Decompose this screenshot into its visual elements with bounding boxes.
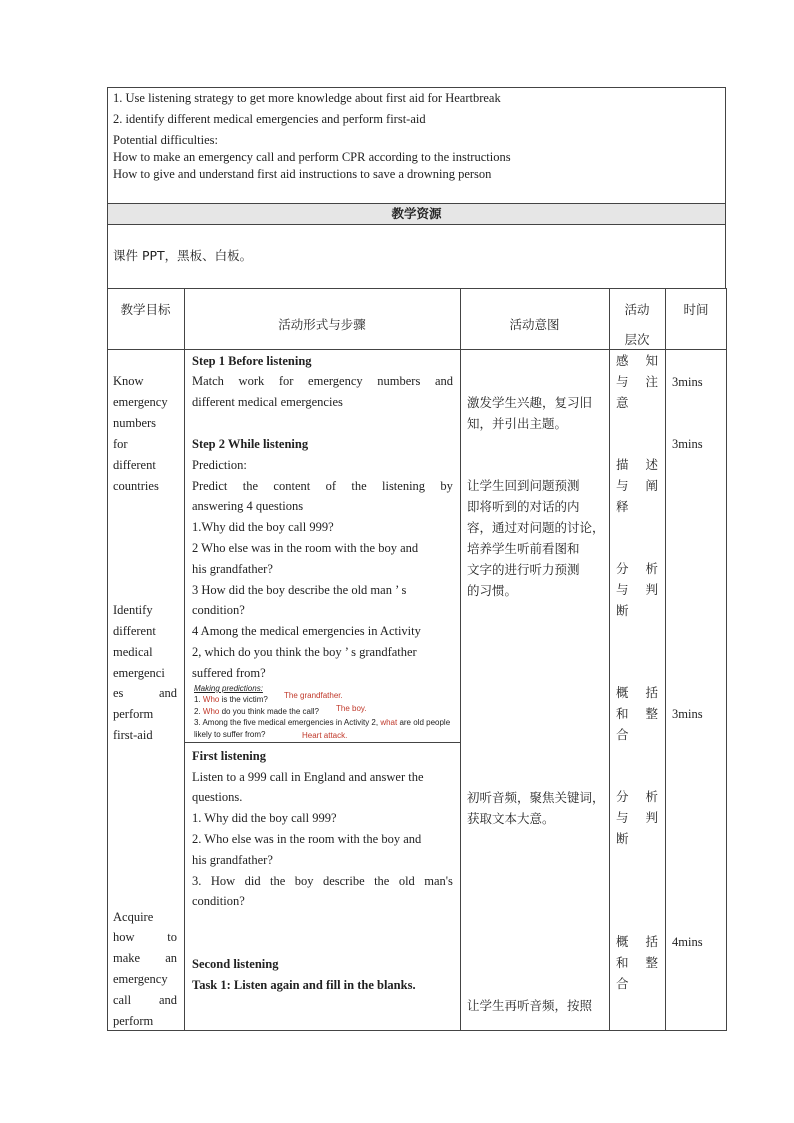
level-3-line: 与 判 bbox=[616, 582, 658, 597]
first-listening-line: Listen to a 999 call in England and answer the bbox=[192, 770, 424, 784]
first-listening-line: questions. bbox=[192, 790, 243, 804]
pred-q1: 1. Who is the victim? bbox=[194, 695, 268, 704]
step2-line: 3 How did the boy describe the old man ’ s bbox=[192, 583, 407, 597]
objective-line-2: 2. identify different medical emergencies and perform first-aid bbox=[113, 112, 426, 126]
goal-1-line: emergency bbox=[113, 395, 168, 409]
pred-q3-cont: likely to suffer from? bbox=[194, 730, 266, 739]
first-listening-line: his grandfather? bbox=[192, 853, 273, 867]
level-2-line: 释 bbox=[616, 499, 629, 514]
header-level-bottom: 层次 bbox=[624, 332, 650, 347]
step2-line: Prediction: bbox=[192, 458, 247, 472]
goal-2-word: and bbox=[158, 686, 177, 700]
task1-title: Task 1: Listen again and fill in the blanks. bbox=[192, 978, 416, 992]
first-listening-line: 1. Why did the boy call 999? bbox=[192, 811, 337, 825]
intent-2-line: 即将听到的对话的内 bbox=[467, 499, 580, 514]
header-goal: 教学目标 bbox=[120, 302, 171, 317]
goal-3-word: call bbox=[113, 993, 132, 1007]
step2-line: Predict the content of the listening by bbox=[192, 479, 453, 493]
level-4-line: 概 括 bbox=[616, 685, 658, 700]
col-divider-3 bbox=[609, 288, 610, 1031]
header-level-top: 活动 bbox=[624, 302, 650, 317]
pred-a2: The boy. bbox=[336, 704, 367, 713]
step2-line: 2 Who else was in the room with the boy and bbox=[192, 541, 419, 555]
step2-line: 4 Among the medical emergencies in Activity bbox=[192, 624, 421, 638]
col-divider-1 bbox=[184, 288, 185, 1031]
goal-3-line: Acquire bbox=[113, 910, 154, 924]
goal-3-line bbox=[113, 948, 177, 969]
goal-1-line: numbers bbox=[113, 416, 157, 430]
level-5-line: 断 bbox=[616, 831, 629, 846]
goal-3-word: an bbox=[165, 951, 177, 965]
step2-line: suffered from? bbox=[192, 666, 266, 680]
time-1: 3mins bbox=[672, 375, 703, 389]
header-intent: 活动意图 bbox=[509, 317, 560, 332]
level-1-line: 感 知 bbox=[616, 353, 658, 368]
goal-3-word: to bbox=[167, 930, 177, 944]
goal-3-word: and bbox=[158, 993, 177, 1007]
time-4: 4mins bbox=[672, 935, 703, 949]
first-listening-line: 2. Who else was in the room with the boy and bbox=[192, 832, 422, 846]
pred-q3: 3. Among the five medical emergencies in Activity 2, what are old people bbox=[194, 718, 451, 727]
level-2-line: 描 述 bbox=[616, 457, 658, 472]
prediction-slide-image bbox=[192, 683, 460, 741]
first-listening-line: 3. How did the boy describe the old man's bbox=[192, 874, 453, 888]
goal-3-word: how bbox=[113, 930, 135, 944]
step2-line: 1.Why did the boy call 999? bbox=[192, 520, 334, 534]
intent-4-line: 让学生再听音频，按照 bbox=[467, 998, 593, 1013]
header-time: 时间 bbox=[683, 302, 709, 317]
difficulty-line-2: How to give and understand first aid instructions to save a drowning person bbox=[113, 167, 492, 181]
step2-title: Step 2 While listening bbox=[192, 437, 309, 451]
level-3-line: 断 bbox=[616, 603, 629, 618]
intent-2-line: 让学生回到问题预测 bbox=[467, 478, 580, 493]
first-listening-divider bbox=[184, 742, 460, 743]
goal-3-line bbox=[113, 990, 177, 1011]
goal-1-line: Know bbox=[113, 374, 144, 388]
pred-a3: Heart attack. bbox=[302, 731, 348, 740]
goal-2-line: Identify bbox=[113, 603, 153, 617]
step1-line: different medical emergencies bbox=[192, 395, 343, 409]
second-listening-title: Second listening bbox=[192, 957, 279, 971]
intent-1-line: 知，并引出主题。 bbox=[467, 416, 568, 431]
goal-2-line: perform bbox=[113, 707, 154, 721]
level-4-line: 和 整 bbox=[616, 706, 658, 721]
first-listening-title: First listening bbox=[192, 749, 266, 763]
goal-2-line: medical bbox=[113, 645, 153, 659]
pred-q2: 2. Who do you think made the call? bbox=[194, 707, 319, 716]
step2-line: his grandfather? bbox=[192, 562, 273, 576]
level-6-line: 合 bbox=[616, 976, 629, 991]
goal-1-line: countries bbox=[113, 479, 159, 493]
step1-title: Step 1 Before listening bbox=[192, 354, 312, 368]
step1-line: Match work for emergency numbers and bbox=[192, 374, 453, 388]
level-6-line: 和 整 bbox=[616, 955, 658, 970]
intent-2-line: 的习惯。 bbox=[467, 583, 518, 598]
goal-2-line: different bbox=[113, 624, 156, 638]
col-divider-4 bbox=[665, 288, 666, 1031]
goal-1-line: for bbox=[113, 437, 128, 451]
intent-3-line: 获取文本大意。 bbox=[467, 811, 555, 826]
pred-heading: Making predictions: bbox=[194, 684, 263, 693]
goal-2-line: emergenci bbox=[113, 666, 165, 680]
time-2: 3mins bbox=[672, 437, 703, 451]
goal-2-word: es bbox=[113, 686, 124, 700]
intent-2-line: 容，通过对问题的讨论， bbox=[467, 520, 605, 535]
pred-a1: The grandfather. bbox=[284, 691, 343, 700]
level-1-line: 与 注 bbox=[616, 374, 658, 389]
col-divider-2 bbox=[460, 288, 461, 1031]
resources-content: 课件 PPT，黑板、白板。 bbox=[113, 248, 253, 263]
step2-line: condition? bbox=[192, 603, 245, 617]
step2-line: 2, which do you think the boy ’ s grandfather bbox=[192, 645, 417, 659]
level-3-line: 分 析 bbox=[616, 561, 658, 576]
difficulty-line-1: How to make an emergency call and perform CPR according to the instructions bbox=[113, 150, 511, 164]
level-6-line: 概 括 bbox=[616, 934, 658, 949]
intent-2-line: 培养学生听前看图和 bbox=[467, 541, 580, 556]
difficulties-label: Potential difficulties: bbox=[113, 133, 218, 147]
goal-3-word: make bbox=[113, 951, 141, 965]
goal-3-line bbox=[113, 927, 177, 948]
step2-line: answering 4 questions bbox=[192, 499, 304, 513]
level-2-line: 与 阐 bbox=[616, 478, 658, 493]
header-activity: 活动形式与步骤 bbox=[278, 317, 366, 332]
goal-1-line: different bbox=[113, 458, 156, 472]
level-4-line: 合 bbox=[616, 727, 629, 742]
intent-2-line: 文字的进行听力预测 bbox=[467, 562, 580, 577]
intent-3-line: 初听音频，聚焦关键词， bbox=[467, 790, 605, 805]
time-3: 3mins bbox=[672, 707, 703, 721]
intent-1-line: 激发学生兴趣，复习旧 bbox=[467, 395, 593, 410]
goal-3-line: emergency bbox=[113, 972, 168, 986]
goal-3-line: perform bbox=[113, 1014, 154, 1028]
resources-header-label: 教学资源 bbox=[391, 206, 442, 221]
objective-line-1: 1. Use listening strategy to get more knowledge about first aid for Heartbreak bbox=[113, 91, 501, 105]
goal-2-line: first-aid bbox=[113, 728, 153, 742]
goal-2-line bbox=[113, 683, 177, 704]
level-5-line: 与 判 bbox=[616, 810, 658, 825]
level-5-line: 分 析 bbox=[616, 789, 658, 804]
first-listening-line: condition? bbox=[192, 894, 245, 908]
level-1-line: 意 bbox=[616, 395, 629, 410]
